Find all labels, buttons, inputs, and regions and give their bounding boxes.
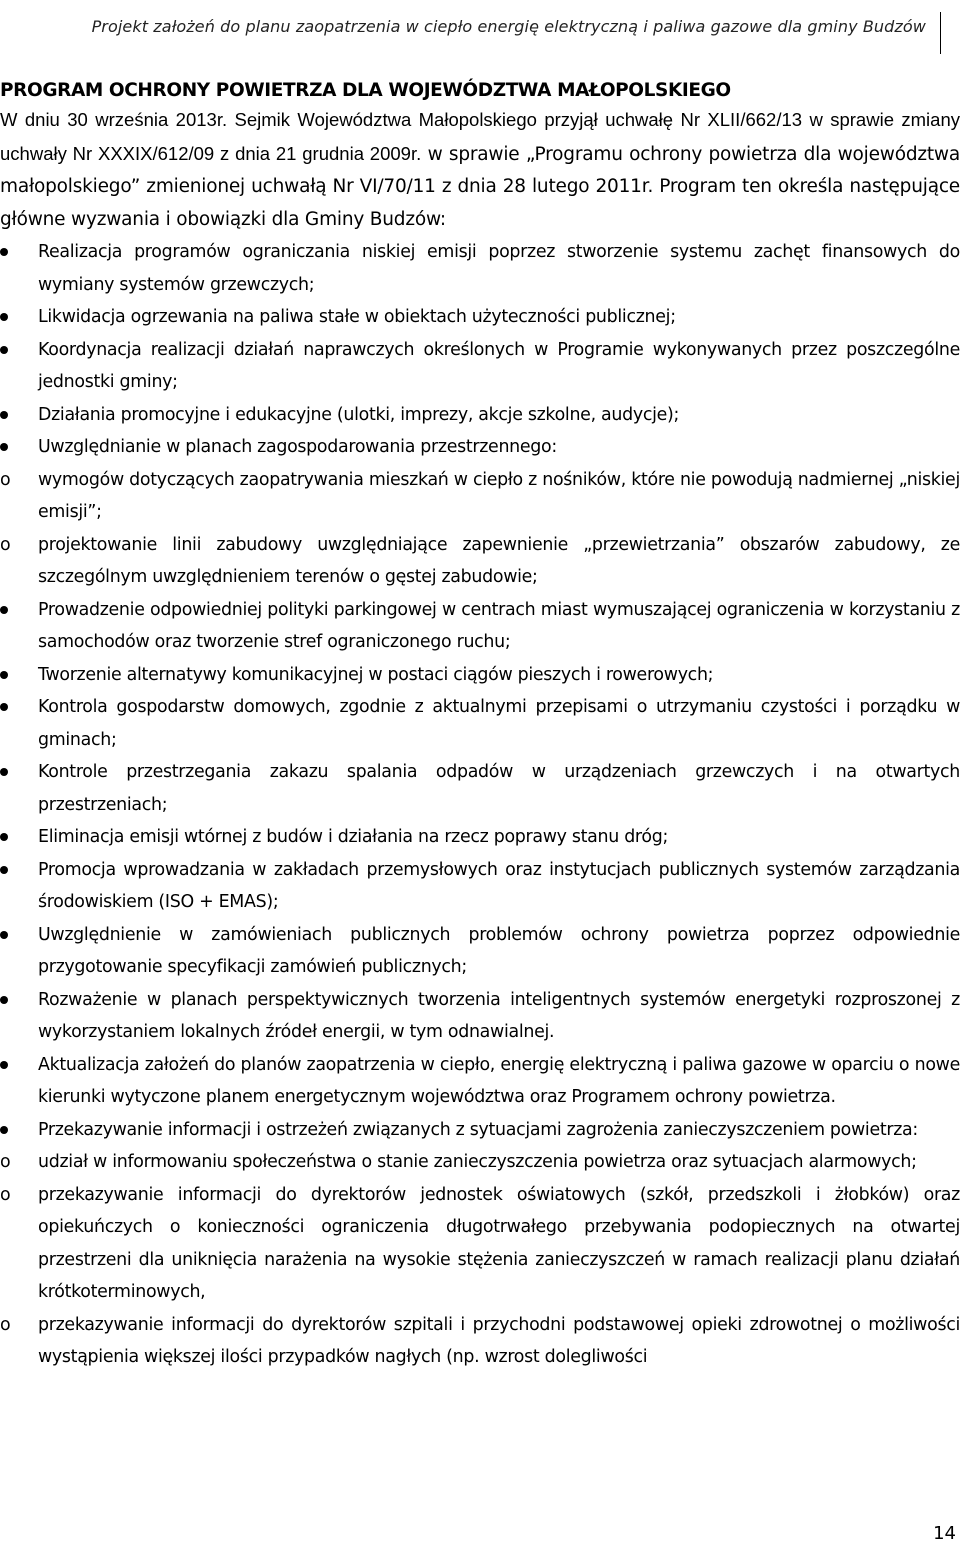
sublist-item-text: udział w informowaniu społeczeństwa o stanie zanieczyszczenia powietrza oraz sytuacjach alarmowych;: [38, 1152, 917, 1172]
circle-bullet-icon: o: [0, 1314, 11, 1335]
list-item-text: Aktualizacja założeń do planów zaopatrzenia w ciepło, energię elektryczną i paliwa gazowe w oparciu o nowe kierunki wytyczone planem energetycznym województwa oraz Programem ochrony powietrza.: [38, 1054, 960, 1107]
list-item-text: Promocja wprowadzania w zakładach przemysłowych oraz instytucjach publicznych systemów zarządzania środowiskiem (ISO + EMAS);: [38, 859, 960, 912]
sublist-item: [0, 529, 960, 594]
bullet-icon: [0, 833, 8, 841]
bullet-icon: [0, 313, 8, 321]
bullet-icon: [0, 606, 8, 614]
list-item-text: Rozważenie w planach perspektywicznych tworzenia inteligentnych systemów energetyki rozproszonej z wykorzystaniem lokalnych źródeł energii, w tym odnawialnej.: [38, 989, 960, 1042]
list-item: [0, 691, 960, 756]
list-item-text: Kontrole przestrzegania zakazu spalania odpadów w urządzeniach grzewczych i na otwartych przestrzeniach;: [38, 762, 960, 815]
circle-bullet-icon: o: [0, 469, 11, 490]
list-item: [0, 854, 960, 919]
list-item: [0, 659, 960, 692]
bullet-icon: [0, 768, 8, 776]
sublist-item: [0, 1146, 960, 1179]
list-item-text: Działania promocyjne i edukacyjne (ulotki, imprezy, akcje szkolne, audycje);: [38, 404, 680, 425]
sublist-item-text: projektowanie linii zabudowy uwzględniające zapewnienie „przewietrzania” obszarów zabudowy, ze szczególnym uwzględnieniem terenów o gęstej zabudowie;: [38, 534, 960, 587]
list-item-text: Prowadzenie odpowiedniej polityki parkingowej w centrach miast wymuszającej ograniczenia w korzystaniu z samochodów oraz tworzenie stref ograniczonego ruchu;: [38, 599, 960, 652]
bullet-icon: [0, 703, 8, 711]
bullet-icon: [0, 996, 8, 1004]
planning-sublist: [0, 464, 960, 594]
list-item: [0, 756, 960, 821]
list-item: [0, 1049, 960, 1114]
circle-bullet-icon: o: [0, 1152, 11, 1172]
list-item-text: Przekazywanie informacji i ostrzeżeń związanych z sytuacjami zagrożenia zanieczyszczeniem powietrza:: [38, 1119, 918, 1140]
intro-part-3: Program ten określa następujące główne wyzwania i obowiązki dla Gminy Budzów:: [0, 176, 960, 230]
circle-bullet-icon: o: [0, 1184, 11, 1205]
list-item: [0, 984, 960, 1049]
list-item: [0, 399, 960, 432]
list-item: [0, 334, 960, 399]
list-item: [0, 301, 960, 334]
list-item-text: Koordynacja realizacji działań naprawczych określonych w Programie wykonywanych przez poszczególne jednostki gminy;: [38, 339, 960, 392]
sublist-item: [0, 1309, 960, 1374]
page-number: 14: [933, 1523, 956, 1544]
bullet-icon: [0, 866, 8, 874]
bullet-icon: [0, 411, 8, 419]
list-item: [0, 1114, 960, 1374]
list-item-text: Realizacja programów ograniczania niskiej emisji poprzez stworzenie systemu zachęt finansowych do wymiany systemów grzewczych;: [38, 242, 960, 295]
bullet-icon: [0, 346, 8, 354]
list-item: [0, 236, 960, 301]
bullet-icon: [0, 931, 8, 939]
intro-part-1: W dniu 30 września 2013r. Sejmik Województwa Małopolskiego przyjął uchwałę Nr XLII/662/13 w sprawie zmiany uchwały Nr XXXIX/612/09 z dnia 21 grudnia 2009r.: [0, 109, 960, 164]
header-text: Projekt założeń do planu zaopatrzenia w ciepło energię elektryczną i paliwa gazowe dla gminy Budzów: [91, 17, 926, 36]
intro-part-2: w sprawie „Programu ochrony powietrza dla województwa małopolskiego” zmienionej uchwałą Nr VI/70/11 z dnia 28 lutego 2011r.: [0, 143, 960, 197]
sublist-item-text: wymogów dotyczących zaopatrywania mieszkań w ciepło z nośników, które nie powodują nadmiernej „niskiej emisji”;: [38, 469, 960, 522]
bullet-icon: [0, 1061, 8, 1069]
sublist-item: [0, 1179, 960, 1309]
list-item: [0, 821, 960, 854]
bullet-icon: [0, 248, 8, 256]
bullet-icon: [0, 1126, 8, 1134]
circle-bullet-icon: o: [0, 534, 11, 555]
list-item-text: Uwzględnianie w planach zagospodarowania przestrzennego:: [38, 437, 557, 457]
bullet-icon: [0, 443, 8, 451]
obligations-list: [0, 236, 960, 1374]
section-title: PROGRAM OCHRONY POWIETRZA DLA WOJEWÓDZTWA MAŁOPOLSKIEGO: [0, 80, 731, 101]
list-item-text: Eliminacja emisji wtórnej z budów i działania na rzecz poprawy stanu dróg;: [38, 827, 669, 847]
list-item-text: Kontrola gospodarstw domowych, zgodnie z aktualnymi przepisami o utrzymaniu czystości i porządku w gminach;: [38, 697, 960, 750]
list-item: [0, 431, 960, 594]
sublist-item-text: przekazywanie informacji do dyrektorów jednostek oświatowych (szkół, przedszkoli i żłobków) oraz opiekuńczych o konieczności ograniczenia długotrwałego przebywania podopiecznych na otwartej przestrzeni dla uniknięcia narażenia na wysokie stężenia zanieczyszczeń w ramach realizacji planu działań krótkoterminowych,: [38, 1184, 960, 1302]
list-item: [0, 919, 960, 984]
list-item-text: Tworzenie alternatywy komunikacyjnej w postaci ciągów pieszych i rowerowych;: [38, 664, 714, 685]
information-sublist: [0, 1146, 960, 1374]
list-item-text: Likwidacja ogrzewania na paliwa stałe w obiektach użyteczności publicznej;: [38, 307, 676, 327]
bullet-icon: [0, 671, 8, 679]
intro-paragraph: [0, 104, 960, 236]
page-header: [0, 12, 941, 54]
sublist-item-text: przekazywanie informacji do dyrektorów szpitali i przychodni podstawowej opieki zdrowotnej o możliwości wystąpienia większej ilości przypadków nagłych (np. wzrost dolegliwości: [38, 1314, 960, 1367]
list-item-text: Uwzględnienie w zamówieniach publicznych problemów ochrony powietrza poprzez odpowiednie przygotowanie specyfikacji zamówień publicznych;: [38, 924, 960, 977]
list-item: [0, 594, 960, 659]
document-body: [0, 78, 960, 1374]
sublist-item: [0, 464, 960, 529]
